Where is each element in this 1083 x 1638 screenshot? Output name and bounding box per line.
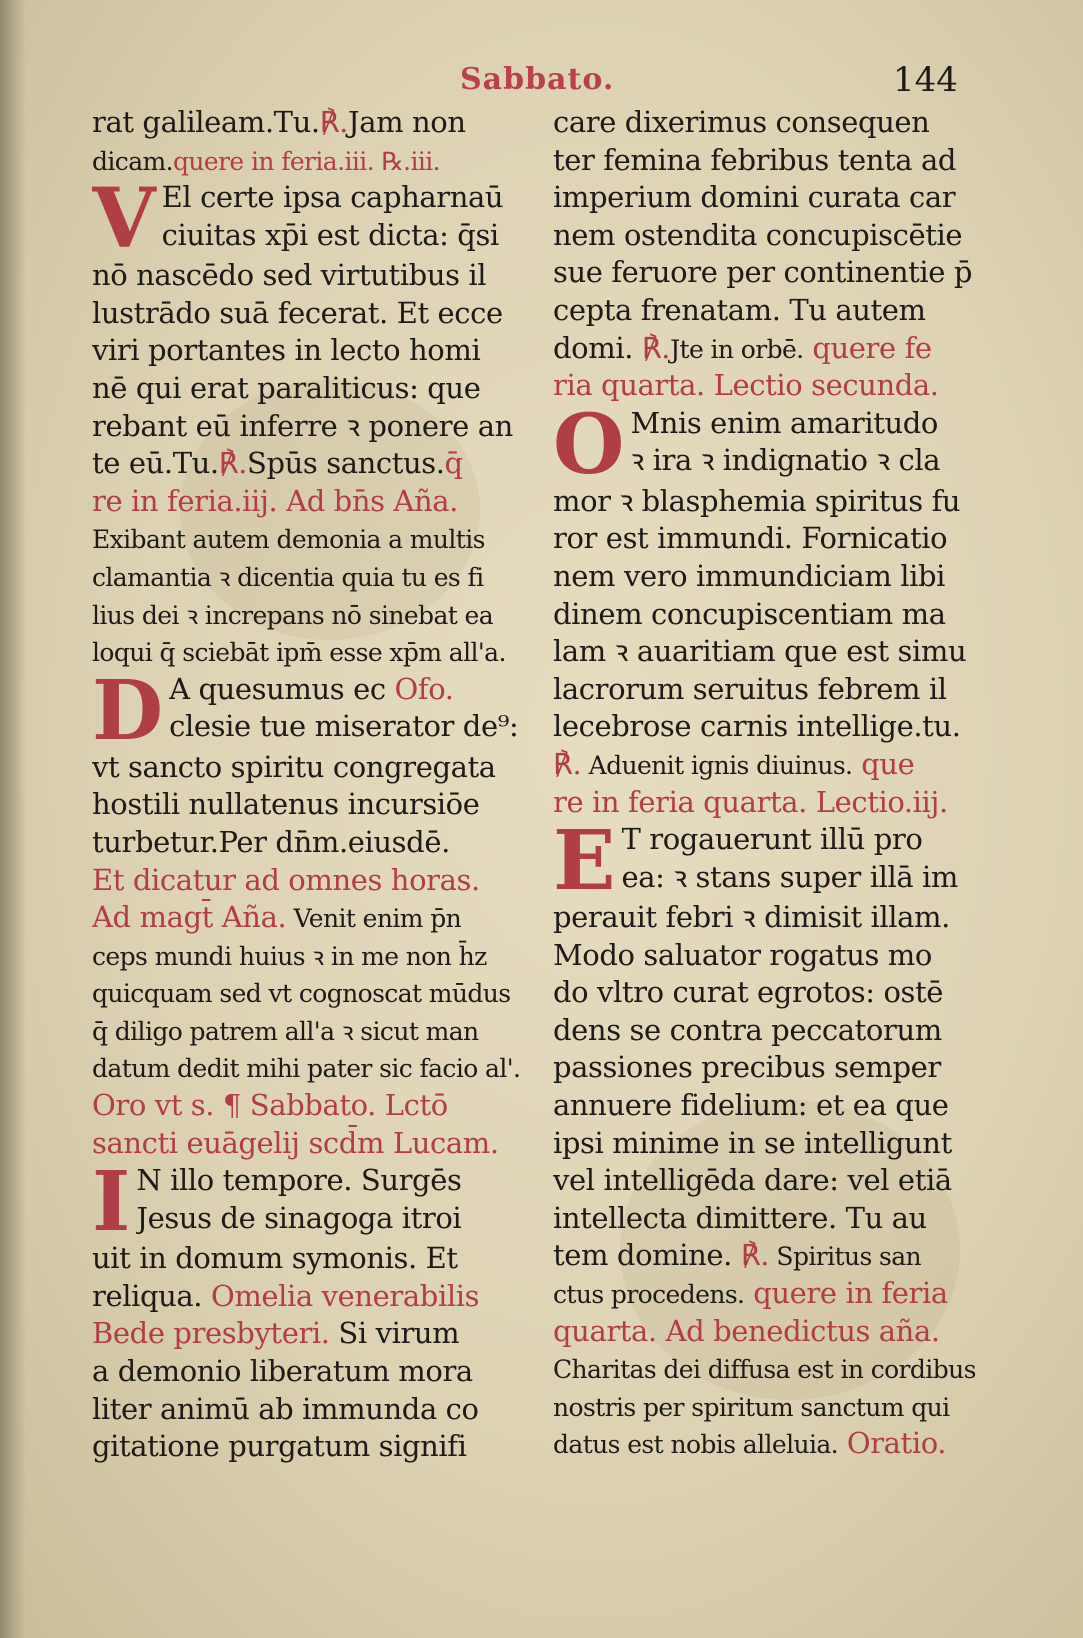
body-text: perauit febri ꝛ dimisit illam. bbox=[553, 900, 950, 935]
book-gutter bbox=[0, 0, 26, 1638]
text-line bbox=[553, 1350, 997, 1388]
body-text: ter femina febribus tenta ad bbox=[553, 142, 956, 177]
body-text: Charitas dei diffusa est in cordibus bbox=[553, 1355, 976, 1385]
text-line bbox=[553, 179, 997, 217]
text-line bbox=[553, 1425, 997, 1463]
rubric-text: quarta. Ad benedictus aña. bbox=[553, 1313, 940, 1348]
body-text: Si virum bbox=[329, 1316, 460, 1351]
rubric-text: Oratio. bbox=[838, 1426, 947, 1461]
body-text: clamantia ꝛ dicentia quia tu es fi bbox=[92, 562, 484, 592]
text-line bbox=[92, 408, 532, 446]
rubric-text: Oro vt s. bbox=[92, 1088, 215, 1123]
rubric-text: ℟. bbox=[633, 330, 671, 365]
body-text: uit in domum symonis. Et bbox=[92, 1241, 458, 1276]
text-line bbox=[553, 1237, 997, 1275]
text-line bbox=[553, 292, 997, 330]
text-line bbox=[553, 937, 997, 975]
text-line bbox=[553, 596, 997, 634]
body-text: cepta frenatam. Tu autem bbox=[553, 292, 926, 327]
running-title: Sabbato. bbox=[460, 62, 615, 97]
body-text: nem vero immundiciam libi bbox=[553, 558, 946, 593]
text-line bbox=[169, 671, 532, 709]
body-text: tem domine. bbox=[553, 1238, 732, 1273]
body-text: lius dei ꝛ increpans nō sinebat ea bbox=[92, 600, 494, 630]
body-text: te eū.Tu. bbox=[92, 446, 219, 481]
body-text: a demonio liberatum mora bbox=[92, 1354, 473, 1389]
rubric-text: quere fe bbox=[803, 330, 932, 365]
text-line bbox=[136, 1200, 532, 1238]
text-line bbox=[553, 483, 997, 521]
text-line bbox=[92, 1315, 532, 1353]
body-text: dens se contra peccatorum bbox=[553, 1012, 942, 1047]
text-line bbox=[92, 1353, 532, 1391]
initial-paragraph bbox=[553, 405, 997, 483]
body-text: ea: ꝛ stans super illā im bbox=[621, 859, 958, 894]
text-block bbox=[92, 257, 532, 671]
running-header bbox=[0, 60, 1083, 110]
text-line bbox=[92, 1428, 532, 1466]
text-line bbox=[92, 142, 532, 180]
text-line bbox=[92, 1278, 532, 1316]
body-text: Spiritus san bbox=[769, 1242, 922, 1272]
text-line bbox=[553, 1313, 997, 1351]
text-line bbox=[553, 104, 997, 142]
text-line bbox=[92, 786, 532, 824]
body-text: sue feruore per continentie p̄ bbox=[553, 255, 972, 290]
body-text: gitatione purgatum signifi bbox=[92, 1429, 467, 1464]
text-line bbox=[553, 1125, 997, 1163]
text-line bbox=[92, 558, 532, 596]
body-text: quicquam sed vt cognoscat mūdus bbox=[92, 979, 511, 1009]
text-line bbox=[169, 708, 532, 746]
body-text: lam ꝛ auaritiam que est simu bbox=[553, 634, 967, 669]
rubric-text: ℟. bbox=[319, 105, 348, 139]
body-text: datum dedit mihi pater sic facio al'. bbox=[92, 1054, 521, 1084]
text-line bbox=[92, 370, 532, 408]
text-block bbox=[92, 749, 532, 1163]
text-line bbox=[553, 784, 997, 822]
text-line bbox=[622, 859, 997, 897]
body-text: Exibant autem demonia a multis bbox=[92, 525, 485, 555]
text-line bbox=[553, 633, 997, 671]
text-line bbox=[622, 821, 997, 859]
body-text: passiones precibus semper bbox=[553, 1050, 941, 1085]
body-text: nē qui erat paraliticus: que bbox=[92, 370, 481, 405]
body-text: dinem concupiscentiam ma bbox=[553, 596, 946, 631]
rubric-text: re in feria quarta. Lectio.iij. bbox=[553, 784, 948, 819]
body-text: do vltro curat egrotos: ostē bbox=[553, 975, 944, 1010]
body-text: clesie tue miserator de⁹: bbox=[169, 709, 519, 744]
text-block bbox=[553, 899, 997, 1463]
text-line bbox=[92, 295, 532, 333]
body-text: vt sancto spiritu congregata bbox=[92, 749, 496, 784]
body-text: loqui q̄ sciebāt ipm̄ esse xp̄m all'a. bbox=[92, 638, 506, 668]
text-line bbox=[553, 1200, 997, 1238]
text-line bbox=[553, 1012, 997, 1050]
red-initial: E bbox=[553, 821, 616, 900]
text-line bbox=[553, 520, 997, 558]
text-line bbox=[553, 1388, 997, 1426]
right-column bbox=[553, 104, 997, 1463]
text-line bbox=[553, 1049, 997, 1087]
text-line bbox=[92, 1049, 532, 1087]
text-line bbox=[553, 330, 997, 368]
text-line bbox=[92, 633, 532, 671]
text-line bbox=[553, 1275, 997, 1313]
text-line bbox=[553, 142, 997, 180]
body-text: Jesus de sinagoga itroi bbox=[136, 1200, 462, 1235]
text-line bbox=[630, 442, 997, 480]
rubric-text: ℟. bbox=[218, 446, 247, 481]
body-text: Jam non bbox=[347, 105, 466, 139]
body-text: imperium domini curata car bbox=[553, 180, 956, 215]
rubric-text: q̄ bbox=[444, 446, 463, 481]
text-line bbox=[92, 862, 532, 900]
body-text: Mnis enim amaritudo bbox=[630, 405, 938, 440]
rubric-text: Et dicatur ad omnes horas. bbox=[92, 862, 480, 897]
body-text: vel intelligēda dare: vel etiā bbox=[553, 1163, 952, 1198]
text-line bbox=[553, 708, 997, 746]
body-text: lustrādo suā fecerat. Et ecce bbox=[92, 295, 503, 330]
text-line bbox=[92, 1240, 532, 1278]
text-line bbox=[553, 254, 997, 292]
text-line bbox=[92, 257, 532, 295]
body-text: Spūs sanctus. bbox=[247, 446, 445, 481]
rubric-text: Bede presbyteri. bbox=[92, 1316, 330, 1351]
body-text: hostili nullatenus incursiōe bbox=[92, 787, 480, 822]
text-block bbox=[553, 104, 997, 405]
folio-number: 144 bbox=[893, 60, 958, 100]
text-line bbox=[92, 483, 532, 521]
body-text: intellecta dimittere. Tu au bbox=[553, 1200, 927, 1235]
text-line bbox=[553, 746, 997, 784]
body-text: ctus procedens. bbox=[553, 1280, 745, 1310]
body-text: ror est immundi. Fornicatio bbox=[553, 521, 948, 556]
text-line bbox=[553, 974, 997, 1012]
text-line bbox=[162, 217, 532, 255]
body-text: El certe ipsa capharnaū bbox=[161, 180, 504, 215]
rubric-text: ria quarta. Lectio secunda. bbox=[553, 368, 939, 403]
text-line bbox=[92, 1012, 532, 1050]
body-text: Modo saluator rogatus mo bbox=[553, 937, 932, 972]
body-text: Jte in orbē. bbox=[670, 334, 804, 364]
red-initial: O bbox=[553, 404, 625, 483]
body-text: A quesumus ec bbox=[169, 671, 386, 706]
text-block bbox=[92, 104, 532, 179]
text-line bbox=[92, 332, 532, 370]
text-block bbox=[92, 1240, 532, 1466]
text-line bbox=[92, 824, 532, 862]
text-line bbox=[92, 749, 532, 787]
body-text: rebant eū inferre ꝛ ponere an bbox=[92, 408, 513, 443]
body-text: datus est nobis alleluia. bbox=[553, 1430, 839, 1460]
body-text: lecebrose carnis intellige.tu. bbox=[553, 709, 961, 744]
rubric-text: Ad magt̄ Aña. bbox=[92, 900, 287, 935]
body-text: turbetur.Per dn̄m.eiusdē. bbox=[92, 824, 450, 859]
text-line bbox=[92, 445, 532, 483]
body-text: care dixerimus consequen bbox=[553, 105, 930, 139]
body-text: domi. bbox=[553, 330, 634, 365]
text-line bbox=[162, 179, 532, 217]
text-line bbox=[92, 1125, 532, 1163]
body-text: T rogauerunt illū pro bbox=[621, 822, 923, 857]
rubric-text: Omelia venerabilis bbox=[202, 1278, 480, 1313]
body-text: annuere fidelium: et ea que bbox=[553, 1088, 949, 1123]
body-text: liter animū ab immunda co bbox=[92, 1391, 479, 1426]
body-text: ciuitas xp̄i est dicta: q̄si bbox=[161, 217, 499, 252]
initial-paragraph bbox=[553, 821, 997, 899]
text-line bbox=[553, 1087, 997, 1125]
body-text: ipsi minime in se intelligunt bbox=[553, 1125, 952, 1160]
left-column bbox=[92, 104, 532, 1466]
body-text: mor ꝛ blasphemia spiritus fu bbox=[553, 483, 961, 518]
rubric-text: Ofo. bbox=[385, 671, 454, 706]
text-line bbox=[92, 1087, 532, 1125]
body-text: nostris per spiritum sanctum qui bbox=[553, 1392, 950, 1422]
rubric-text: ℟. bbox=[553, 746, 582, 781]
red-initial: D bbox=[92, 670, 164, 749]
initial-paragraph bbox=[92, 671, 532, 749]
body-text: dicam. bbox=[92, 146, 173, 176]
text-block bbox=[553, 483, 997, 821]
body-text: viri portantes in lecto homi bbox=[92, 333, 481, 368]
body-text: ceps mundi huius ꝛ in me non h̄z bbox=[92, 941, 487, 971]
text-line bbox=[553, 899, 997, 937]
body-text: rat galileam.Tu. bbox=[92, 105, 320, 139]
text-line bbox=[92, 104, 532, 142]
rubric-text: re in feria.iij. bbox=[92, 483, 278, 518]
rubric-text: sancti euāgelij scd̄m Lucam. bbox=[92, 1125, 499, 1160]
initial-paragraph bbox=[92, 179, 532, 257]
text-line bbox=[553, 671, 997, 709]
text-line bbox=[553, 217, 997, 255]
text-line bbox=[92, 596, 532, 634]
text-line bbox=[553, 558, 997, 596]
body-text: ꝛ ira ꝛ indignatio ꝛ cla bbox=[630, 443, 941, 478]
body-text: q̄ diligo patrem all'a ꝛ sicut man bbox=[92, 1016, 479, 1046]
body-text: nem ostendita concupiscētie bbox=[553, 217, 963, 252]
text-line bbox=[553, 1162, 997, 1200]
rubric-text: quere in feria.iii. ℞.iii. bbox=[172, 146, 441, 176]
red-initial: I bbox=[92, 1162, 131, 1241]
text-line bbox=[553, 367, 997, 405]
body-text: lacrorum seruitus febrem il bbox=[553, 671, 947, 706]
text-line bbox=[92, 899, 532, 937]
body-text: reliqua. bbox=[92, 1278, 203, 1313]
text-line bbox=[630, 405, 997, 443]
initial-paragraph bbox=[92, 1162, 532, 1240]
rubric-text: que bbox=[852, 746, 915, 781]
rubric-text: ℟. bbox=[732, 1238, 770, 1273]
body-text: N illo tempore. Surgēs bbox=[136, 1163, 462, 1198]
text-line bbox=[92, 937, 532, 975]
red-initial: V bbox=[92, 179, 156, 258]
body-text: Aduenit ignis diuinus. bbox=[581, 750, 853, 780]
body-text: nō nascēdo sed virtutibus il bbox=[92, 258, 487, 293]
rubric-text: Ad bn̄s Aña. bbox=[277, 483, 458, 518]
text-line bbox=[136, 1162, 532, 1200]
rubric-text: quere in feria bbox=[744, 1276, 948, 1311]
text-line bbox=[92, 1391, 532, 1429]
body-text: Venit enim p̄n bbox=[286, 904, 462, 934]
text-line bbox=[92, 520, 532, 558]
text-line bbox=[92, 974, 532, 1012]
rubric-text: ¶ Sabbato. Lctō bbox=[214, 1088, 448, 1123]
